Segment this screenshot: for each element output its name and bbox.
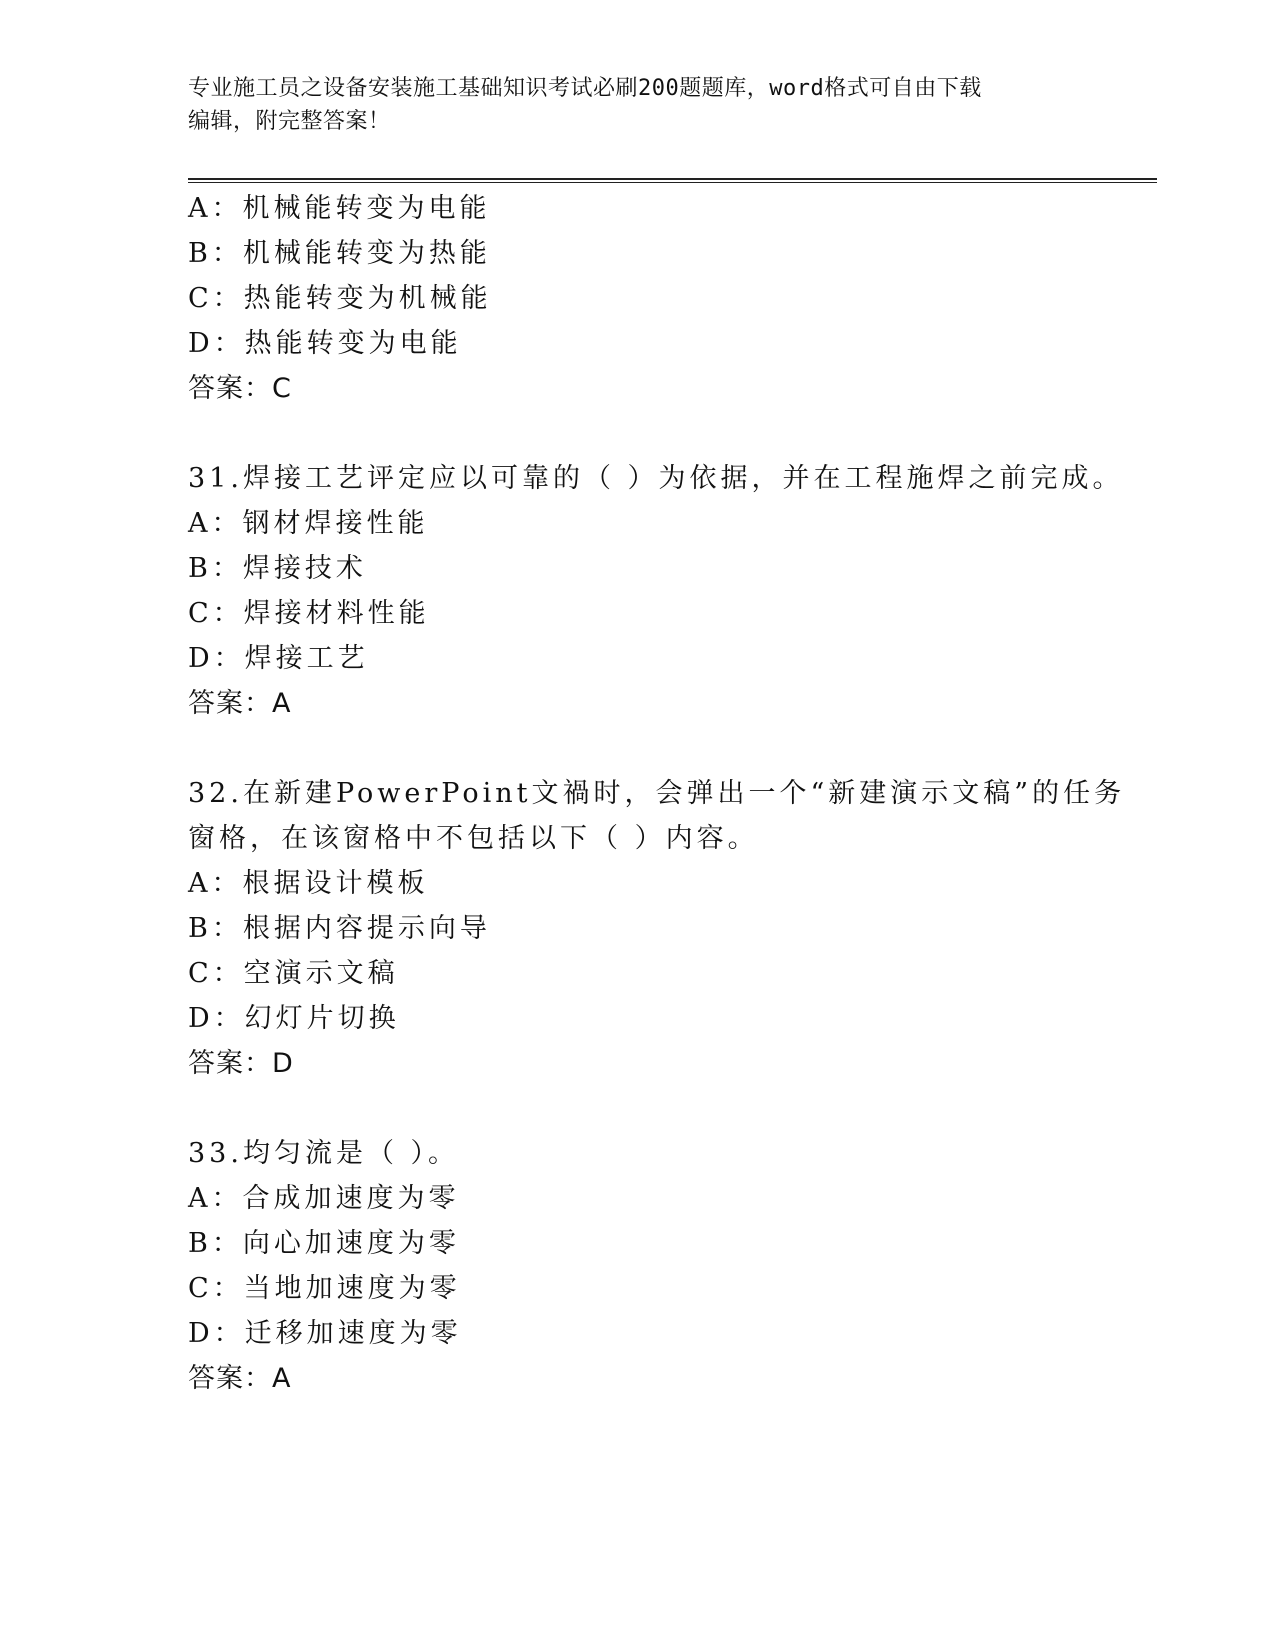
document-header xyxy=(188,72,1078,138)
q33-answer: 答案：A xyxy=(188,1363,292,1394)
q31-option-b: B：焊接技术 xyxy=(188,553,367,584)
q32-option-d: D：幻灯片切换 xyxy=(188,1003,400,1034)
q32-answer: 答案：D xyxy=(188,1048,294,1079)
q30-answer: 答案：C xyxy=(188,373,292,404)
q30-option-c: C：热能转变为机械能 xyxy=(188,283,492,314)
q33-question: 33.均匀流是（ ）。 xyxy=(188,1138,460,1169)
q33-option-b: B：向心加速度为零 xyxy=(188,1228,460,1259)
q30-option-d: D：热能转变为电能 xyxy=(188,328,462,359)
q31-answer: 答案：A xyxy=(188,688,292,719)
q32-question-line-1: 32.在新建PowerPoint文禍时，会弹出一个“新建演示文稿”的任务 xyxy=(188,778,1126,809)
q32-question-line-2: 窗格，在该窗格中不包括以下（ ）内容。 xyxy=(188,823,759,854)
header-title-line-2: 编辑，附完整答案！ xyxy=(188,109,391,134)
q33-option-a: A：合成加速度为零 xyxy=(188,1183,460,1214)
q30-option-b: B：机械能转变为热能 xyxy=(188,238,491,269)
q32-option-c: C：空演示文稿 xyxy=(188,958,399,989)
q32-option-b: B：根据内容提示向导 xyxy=(188,913,491,944)
header-divider-thick xyxy=(188,178,1157,180)
header-title-line-1: 专业施工员之设备安装施工基础知识考试必刷200题题库，word格式可自由下载 xyxy=(188,76,982,101)
q31-option-a: A：钢材焊接性能 xyxy=(188,508,429,539)
q31-question: 31.焊接工艺评定应以可靠的（ ）为依据，并在工程施焊之前完成。 xyxy=(188,463,1124,494)
q31-option-d: D：焊接工艺 xyxy=(188,643,369,674)
q31-option-c: C：焊接材料性能 xyxy=(188,598,430,629)
q32-option-a: A：根据设计模板 xyxy=(188,868,429,899)
header-divider-thin xyxy=(188,182,1157,183)
q30-option-a: A：机械能转变为电能 xyxy=(188,193,491,224)
q33-option-d: D：迁移加速度为零 xyxy=(188,1318,462,1349)
q33-option-c: C：当地加速度为零 xyxy=(188,1273,461,1304)
